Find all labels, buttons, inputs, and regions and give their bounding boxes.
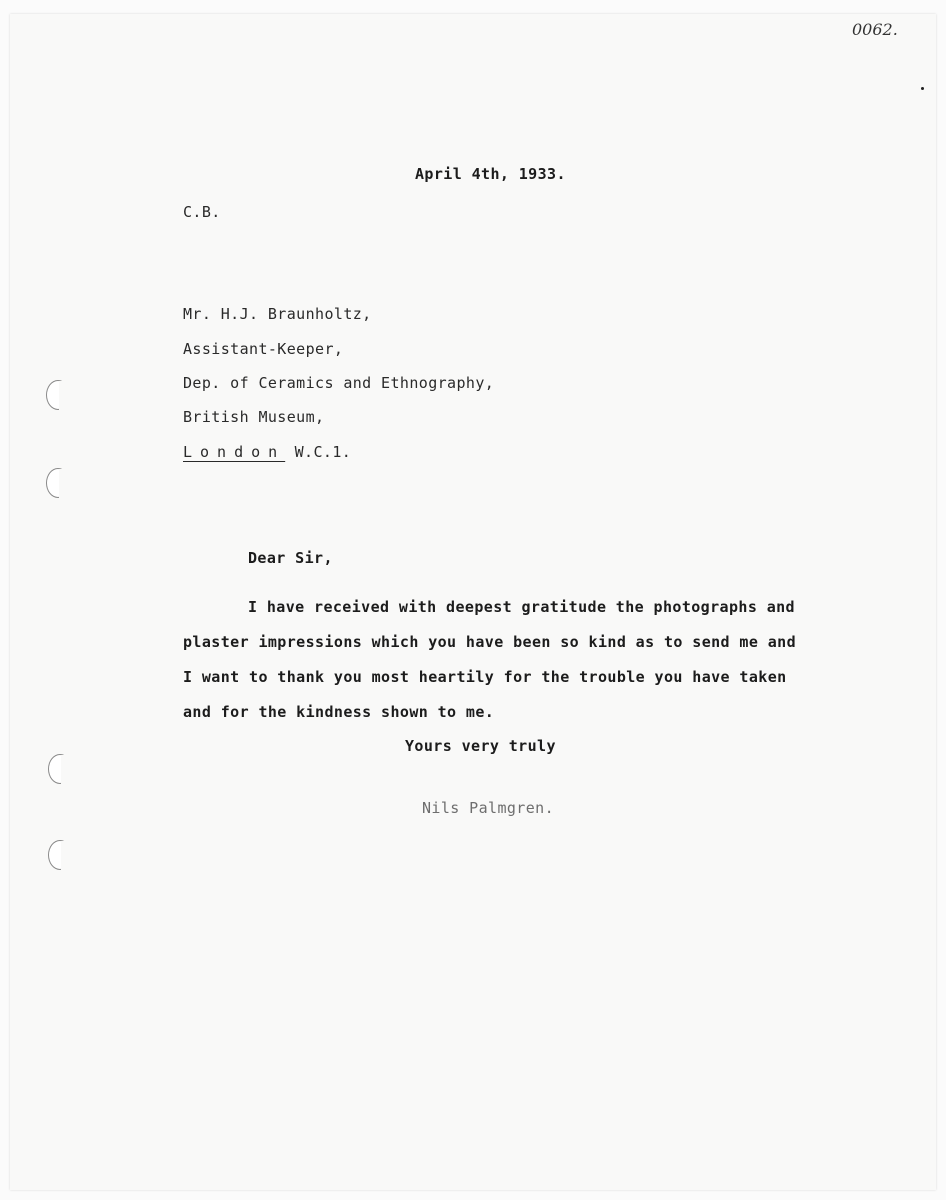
reference-initials: C.B. bbox=[183, 203, 221, 221]
body-line: I have received with deepest gratitude the photographs and bbox=[248, 598, 795, 616]
address-line: British Museum, bbox=[183, 408, 325, 426]
punch-hole bbox=[48, 840, 72, 870]
punch-hole bbox=[46, 380, 70, 410]
signature-name: Nils Palmgren. bbox=[422, 799, 555, 817]
body-line: and for the kindness shown to me. bbox=[183, 703, 495, 721]
punch-hole bbox=[46, 468, 70, 498]
address-line: Mr. H.J. Braunholtz, bbox=[183, 305, 372, 323]
address-postal-code: W.C.1. bbox=[294, 443, 352, 461]
salutation: Dear Sir, bbox=[248, 549, 333, 567]
body-line: plaster impressions which you have been so kind as to send me and bbox=[183, 633, 796, 651]
address-line: Dep. of Ceramics and Ethnography, bbox=[183, 374, 495, 392]
archive-number: 0062. bbox=[852, 20, 898, 39]
punch-hole bbox=[48, 754, 72, 784]
closing: Yours very truly bbox=[405, 737, 556, 755]
body-line: I want to thank you most heartily for the trouble you have taken bbox=[183, 668, 787, 686]
letter-date: April 4th, 1933. bbox=[415, 165, 566, 183]
address-city: London bbox=[183, 443, 286, 461]
address-line: Assistant-Keeper, bbox=[183, 340, 344, 358]
ink-speck bbox=[921, 87, 924, 90]
address-city-line bbox=[183, 443, 351, 461]
